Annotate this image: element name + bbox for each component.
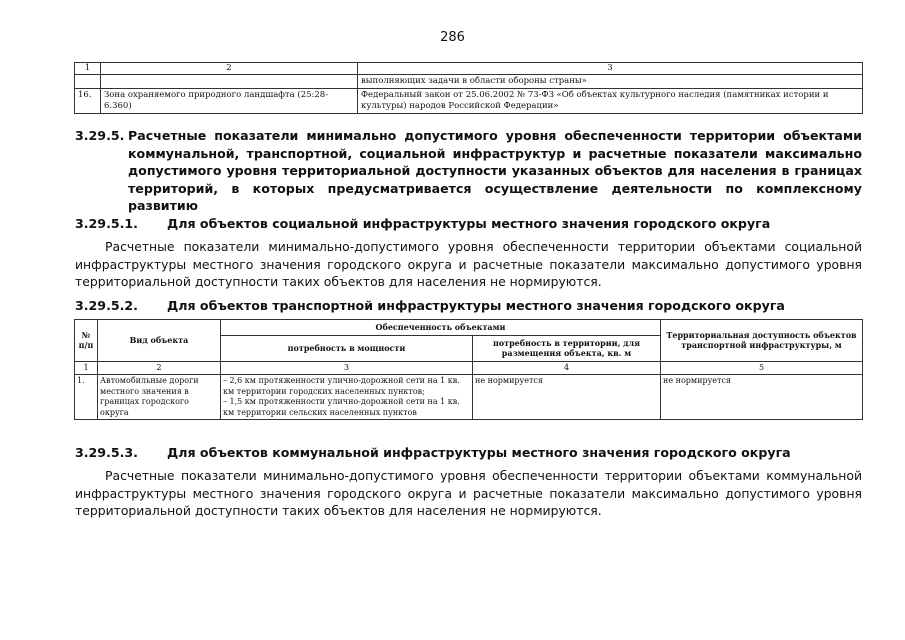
header-kind: Вид объекта [98,320,221,362]
table-cell-continuation: выполняющих задачи в области обороны страны» [358,75,863,89]
section-heading-3-29-5-2 [75,297,862,315]
section-paragraph: Расчетные показатели минимально-допустимого уровня обеспеченности территории объектами социальной инфраструктуры местного значения городского округа и расчетные показатели максимально допустимого уровня территориальной доступности таких объектов для населения не нормируются. [75,239,862,289]
zone-name: Зона охраняемого природного ландшафта (25:28-6.360) [101,89,358,114]
section-title: Для объектов социальной инфраструктуры местного значения городского округа [167,216,771,231]
table-cell [75,75,101,89]
page-number: 286 [440,30,465,45]
table-row [75,89,863,114]
row-number: 16. [75,89,101,114]
column-index: 2 [98,361,221,375]
section-heading-3-29-5 [75,127,862,215]
table-row [75,375,863,420]
section-number: 3.29.5.3. [75,445,138,460]
section-paragraph: Расчетные показатели минимально-допустимого уровня обеспеченности территории объектами коммунальной инфраструктуры местного значения городского округа и расчетные показатели максимально допустимого уровня территориальной доступности таких объектов для населения не нормируются. [75,468,862,518]
row-number: 1. [75,375,98,420]
header-capacity: потребность в мощности [221,335,473,361]
column-index: 5 [661,361,863,375]
section-title: Для объектов коммунальной инфраструктуры местного значения городского округа [167,445,791,460]
table-row [75,75,863,89]
territory-requirement: не нормируется [473,375,661,420]
header-provision: Обеспеченность объектами [221,320,661,336]
capacity-requirement [221,375,473,420]
header-num: № п/п [75,320,98,362]
territorial-access: не нормируется [661,375,863,420]
header-access: Территориальная доступность объектов транспортной инфраструктуры, м [661,320,863,362]
section-title: Расчетные показатели минимально допустимого уровня обеспеченности территории объектами коммунальной, транспортной, социальной инфраструктур и расчетные показатели максимально допустимого уровня территориальной доступности указанных объектов для населения в границах территорий, в которых предусматривается осуществление деятельности по комплексному развитию [128,128,862,213]
table-cell [101,75,358,89]
header-territory: потребность в территории, для размещения объекта, кв. м [473,335,661,361]
section-heading-3-29-5-1 [75,215,862,233]
section-number: 3.29.5.1. [75,216,138,231]
column-index: 1 [75,361,98,375]
table-index-row [75,361,863,375]
column-index: 1 [75,63,101,75]
capacity-item-urban: – 2,6 км протяженности улично-дорожной сети на 1 кв. км территории городских населенных пунктов; [223,376,460,396]
section-number: 3.29.5.2. [75,298,138,313]
column-index: 4 [473,361,661,375]
column-index: 2 [101,63,358,75]
column-index: 3 [358,63,863,75]
capacity-item-rural: – 1,5 км протяженности улично-дорожной сети на 1 кв. км территории сельских населенных пунктов [223,397,460,417]
zones-table-continuation [74,62,863,114]
object-kind: Автомобильные дороги местного значения в границах городского округа [98,375,221,420]
table-header-row [75,320,863,336]
table-header-row [75,63,863,75]
transport-infrastructure-table [74,319,863,420]
section-title: Для объектов транспортной инфраструктуры местного значения городского округа [167,298,785,313]
zone-legal-basis: Федеральный закон от 25.06.2002 № 73-ФЗ «Об объектах культурного наследия (памятниках истории и культуры) народов Российской Федерации» [358,89,863,114]
column-index: 3 [221,361,473,375]
section-heading-3-29-5-3 [75,444,862,462]
section-number: 3.29.5. [75,128,125,143]
